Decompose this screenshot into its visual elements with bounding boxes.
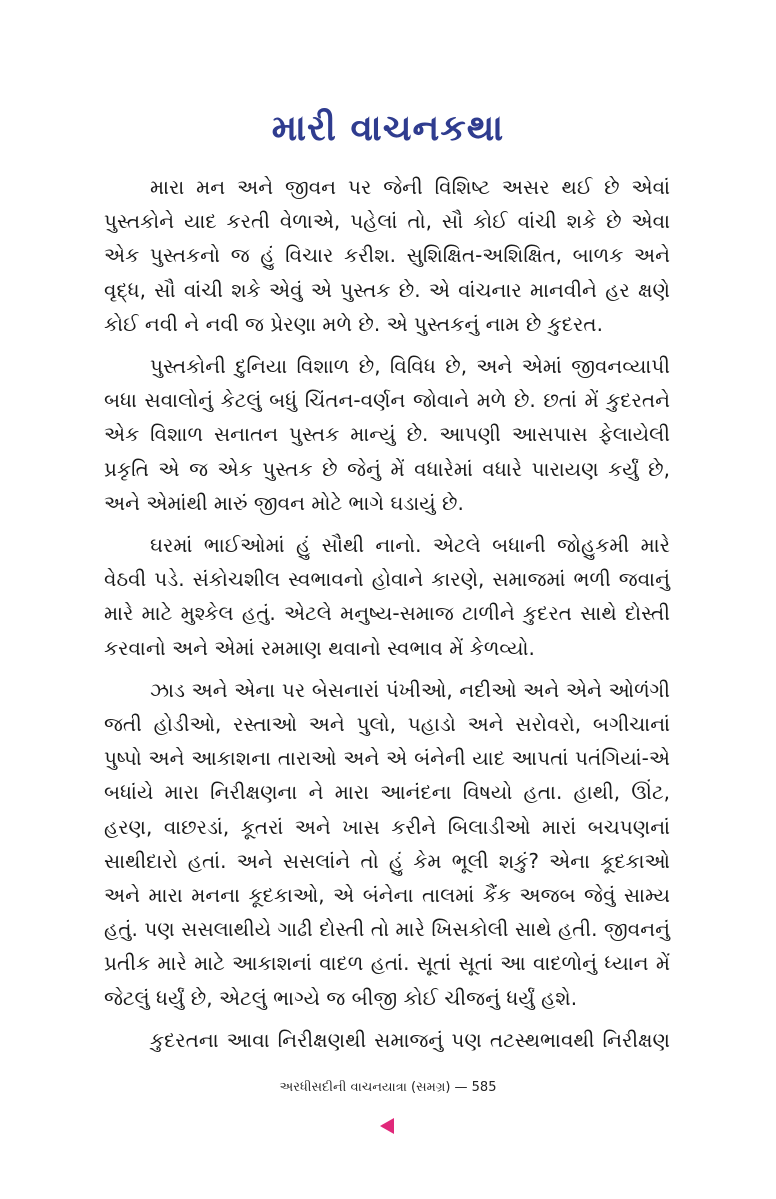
paragraph-4: ઝાડ અને એના પર બેસનારાં પંખીઓ, નદીઓ અને એને ઓળંગી જતી હોડીઓ, રસ્તાઓ અને પુલો, પહાડો અને સરોવરો, બગીચાનાં પુષ્પો અને આકાશના તારાઓ અને એ બંનેની યાદ આપતાં પતંગિયાં-એ બધાંયે મારા નિરીક્ષણના ને મારા આનંદના વિષયો હતા. હાથી, ઊંટ, હરણ, વાછરડાં, કૂતરાં અને ખાસ કરીને બિલાડીઓ મારાં બચપણનાં સાથીદારો હતાં. અને સસલાંને તો હું કેમ ભૂલી શકું? એના કૂદકાઓ અને મારા મનના કૂદકાઓ, એ બંનેના તાલમાં કૈંક અજબ જેવું સામ્ય હતું. પણ સસલાથીયે ગાઢી દોસ્તી તો મારે ખિસકોલી સાથે હતી. જીવનનું પ્રતીક મારે માટે આકાશનાં વાદળ હતાં. સૂતાં સૂતાં આ વાદળોનું ધ્યાન મેં જેટલું ધર્યું છે, એટલું ભાગ્યે જ બીજી કોઈ ચીજનું ધર્યું હશે. — [104, 677, 670, 1010]
paragraph-5: કુદરતના આવા નિરીક્ષણથી સમાજનું પણ તટસ્થભાવથી નિરીક્ષણ — [150, 1027, 670, 1052]
paragraph-1: મારા મન અને જીવન પર જેની વિશિષ્ટ અસર થઈ છે એવાં પુસ્તકોને યાદ કરતી વેળાએ, પહેલાં તો, સૌ કોઈ વાંચી શકે છે એવા એક પુસ્તકનો જ હું વિચાર કરીશ. સુશિક્ષિત-અશિક્ષિત, બાળક અને વૃદ્ધ, સૌ વાંચી શકે એવું એ પુસ્તક છે. એ વાંચનાર માનવીને હર ક્ષણે કોઈ નવી ને નવી જ પ્રેરણા મળે છે. એ પુસ્તકનું નામ છે કુદરત. — [104, 175, 670, 336]
article-body — [104, 170, 670, 1065]
page-title: મારી વાચનકથા — [271, 108, 505, 149]
paragraph-3: ઘરમાં ભાઈઓમાં હું સૌથી નાનો. એટલે બધાની જોહુકમી મારે વેઠવી પડે. સંકોચશીલ સ્વભાવનો હોવાને કારણે, સમાજમાં ભળી જવાનું મારે માટે મુશ્કેલ હતું. એટલે મનુષ્ય-સમાજ ટાળીને કુદરત સાથે દોસ્તી કરવાનો અને એમાં રમમાણ થવાનો સ્વભાવ મેં કેળવ્યો. — [104, 533, 670, 660]
paragraph-2: પુસ્તકોની દુનિયા વિશાળ છે, વિવિધ છે, અને એમાં જીવનવ્યાપી બધા સવાલોનું કેટલું બધું ચિંતન-વર્ણન જોવાને મળે છે. છતાં મેં કુદરતને એક વિશાળ સનાતન પુસ્તક માન્યું છે. આપણી આસપાસ ફેલાયેલી પ્રકૃતિ એ જ એક પુસ્તક છે જેનું મેં વધારેમાં વધારે પારાયણ કર્યું છે, અને એમાંથી મારું જીવન મોટે ભાગે ઘડાયું છે. — [104, 354, 670, 515]
page-footer: અરધીસદીની વાચનયાત્રા (સમગ્ર) — 585 — [279, 1080, 497, 1095]
previous-page-triangle-icon[interactable] — [380, 1118, 394, 1134]
